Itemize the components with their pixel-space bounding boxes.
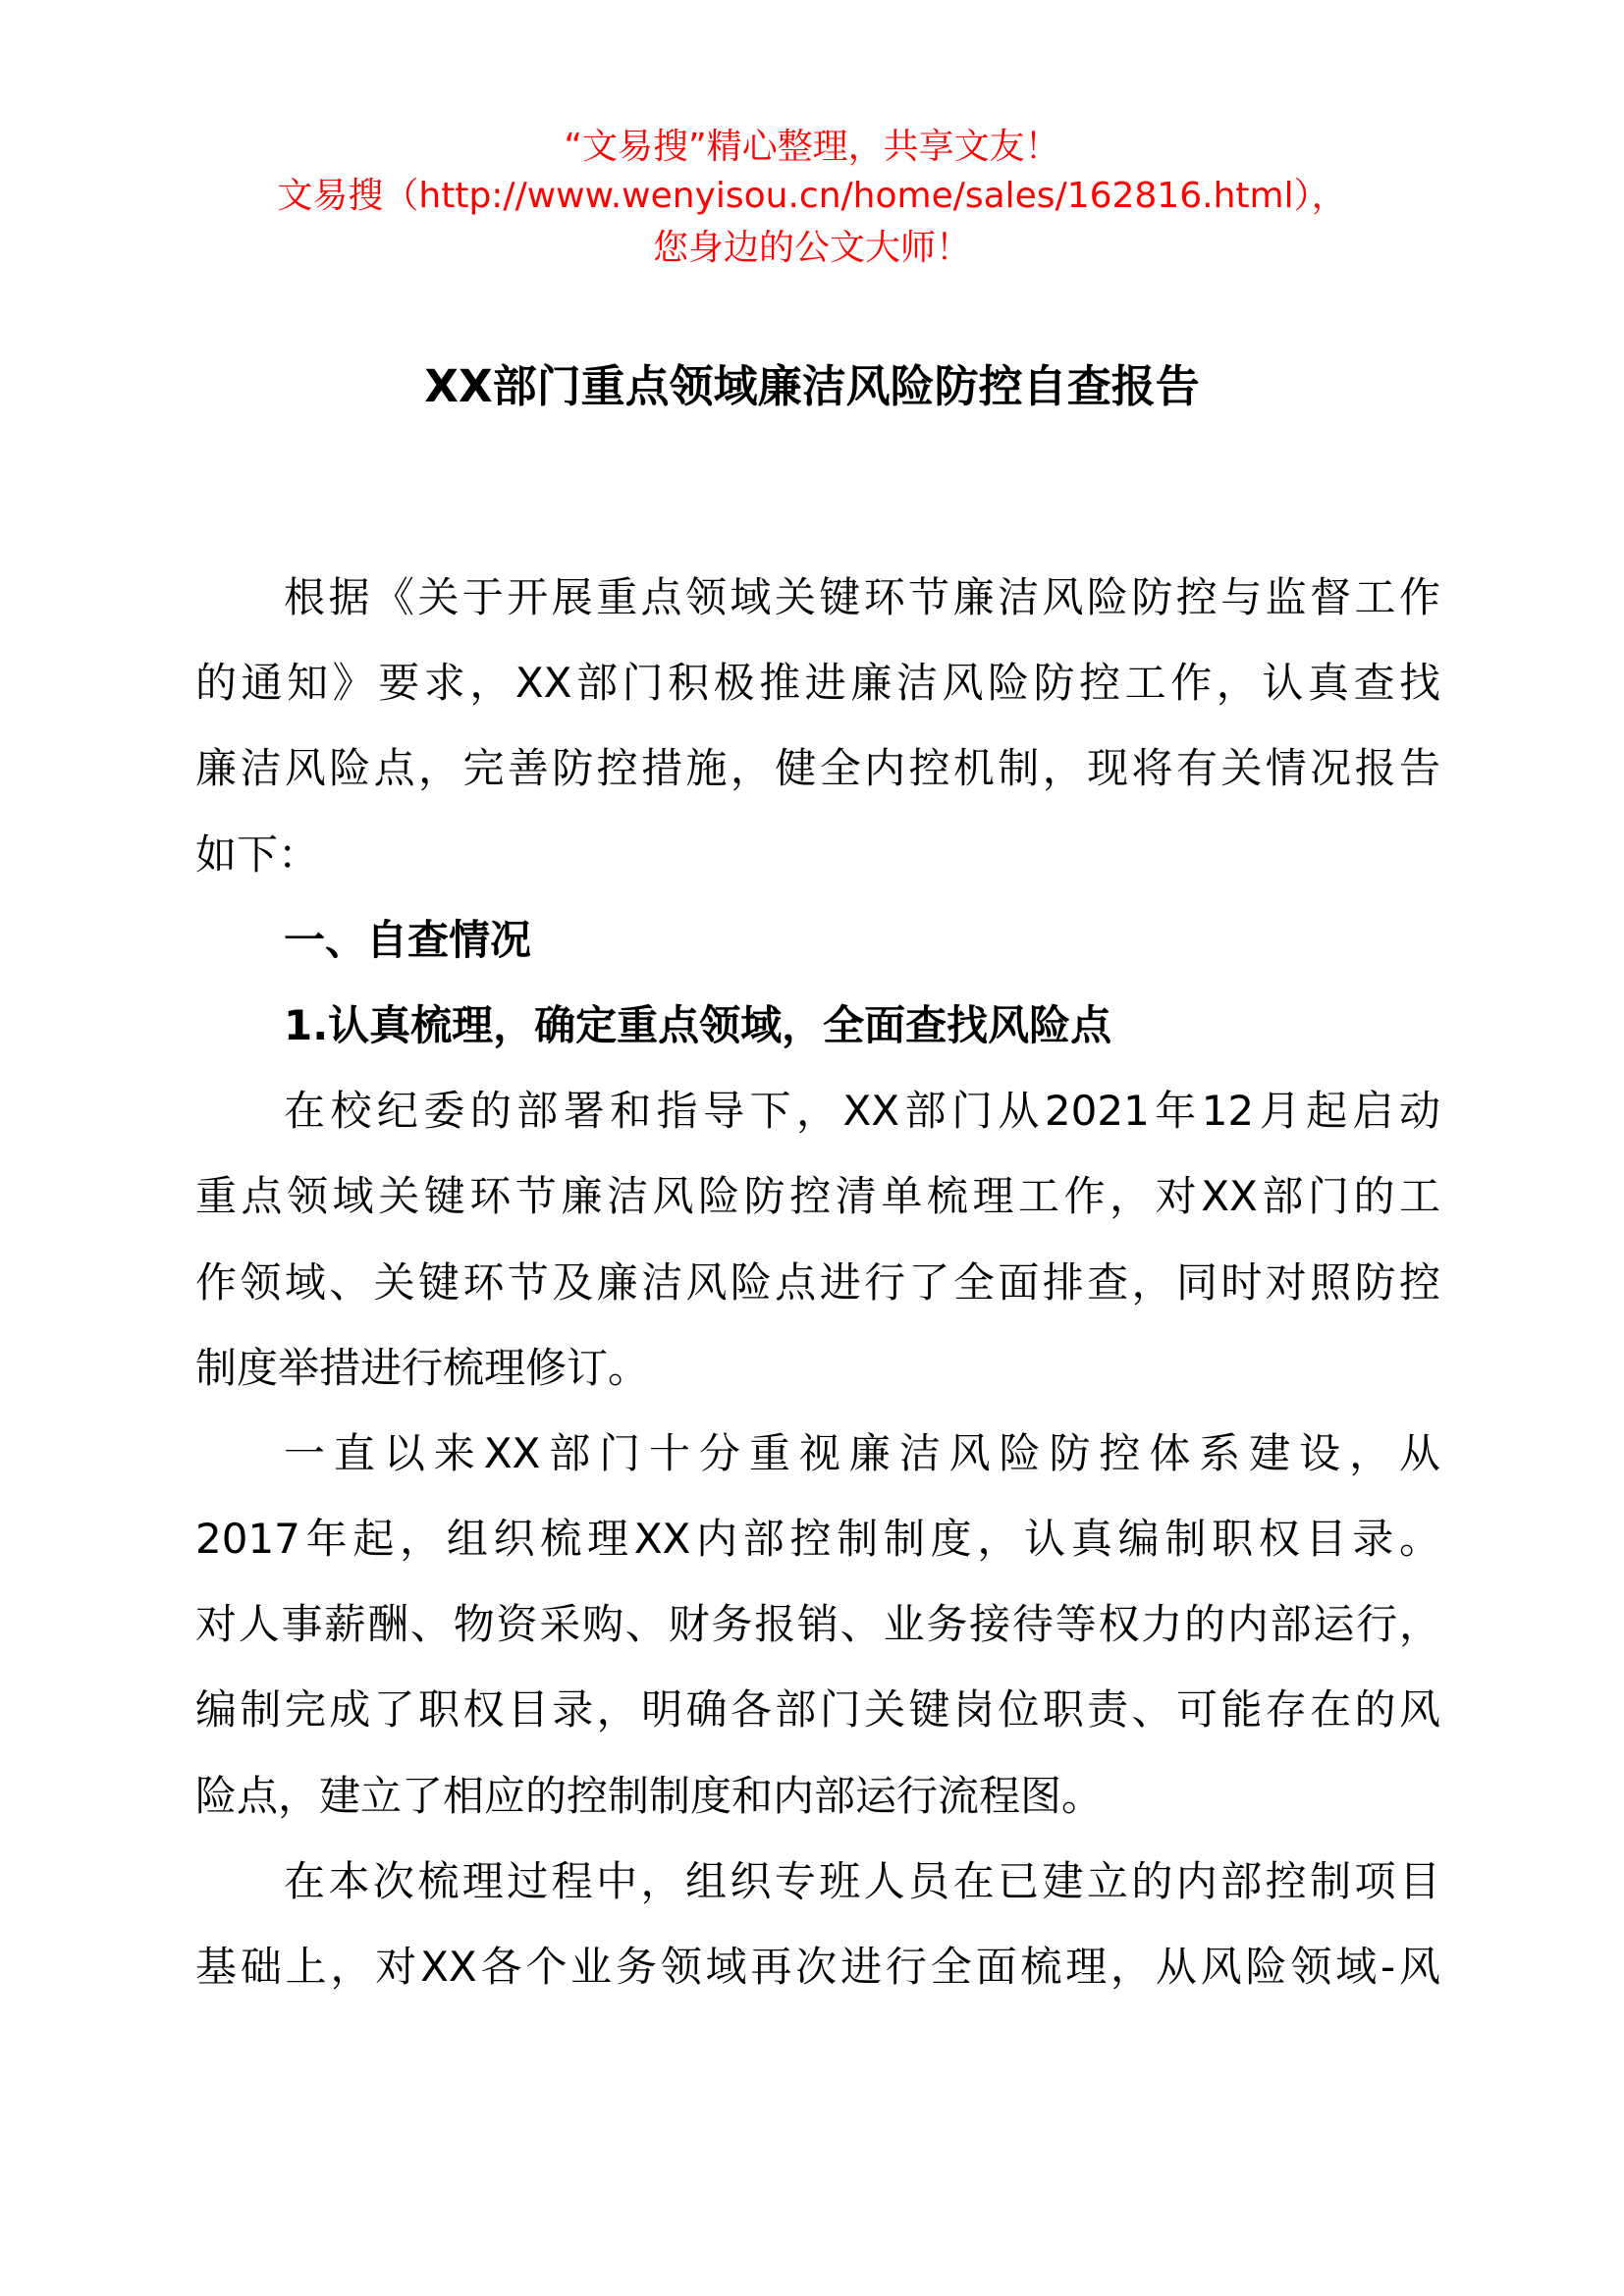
paragraph-line: 在校纪委的部署和指导下，XX部门从2021年12月起启动 xyxy=(284,1087,1440,1136)
paragraph-line: 2017年起，组织梳理XX内部控制制度，认真编制职权目录。 xyxy=(195,1515,1440,1564)
paragraph-line: 制度举措进行梳理修订。 xyxy=(195,1343,650,1392)
paragraph-line: 对人事薪酬、物资采购、财务报销、业务接待等权力的内部运行， xyxy=(195,1600,1440,1649)
watermark-line-2: 文易搜（http://www.wenyisou.cn/home/sales/162816.html）， xyxy=(277,176,1347,216)
paragraph-line: 根据《关于开展重点领域关键环节廉洁风险防控与监督工作 xyxy=(284,573,1440,621)
paragraph-line: 廉洁风险点，完善防控措施，健全内控机制，现将有关情况报告 xyxy=(195,744,1440,793)
paragraph-line: 编制完成了职权目录，明确各部门关键岗位职责、可能存在的风 xyxy=(195,1685,1440,1735)
section-heading: 一、自查情况 xyxy=(284,915,532,964)
paragraph-line: 一直以来XX部门十分重视廉洁风险防控体系建设，从 xyxy=(284,1428,1440,1477)
document-body xyxy=(195,555,1440,2009)
paragraph-line: 险点，建立了相应的控制制度和内部运行流程图。 xyxy=(195,1771,1104,1820)
paragraph-line: 重点领域关键环节廉洁风险防控清单梳理工作，对XX部门的工 xyxy=(195,1172,1440,1221)
paragraph-line: 在本次梳理过程中，组织专班人员在已建立的内部控制项目 xyxy=(284,1856,1440,1905)
paragraph-line: 作领域、关键环节及廉洁风险点进行了全面排查，同时对照防控 xyxy=(195,1257,1440,1307)
document-title: XX部门重点领域廉洁风险防控自查报告 xyxy=(424,360,1200,412)
paragraph-line: 的通知》要求，XX部门积极推进廉洁风险防控工作，认真查找 xyxy=(195,659,1440,708)
paragraph-line: 如下： xyxy=(195,829,320,879)
paragraph-line: 基础上，对XX各个业务领域再次进行全面梳理，从风险领域-风 xyxy=(195,1943,1440,1991)
watermark-line-1: “文易搜”精心整理，共享文友！ xyxy=(564,127,1060,167)
watermark-line-3: 您身边的公文大师！ xyxy=(652,228,971,268)
subsection-heading: 1.认真梳理，确定重点领域，全面查找风险点 xyxy=(284,1000,1112,1049)
